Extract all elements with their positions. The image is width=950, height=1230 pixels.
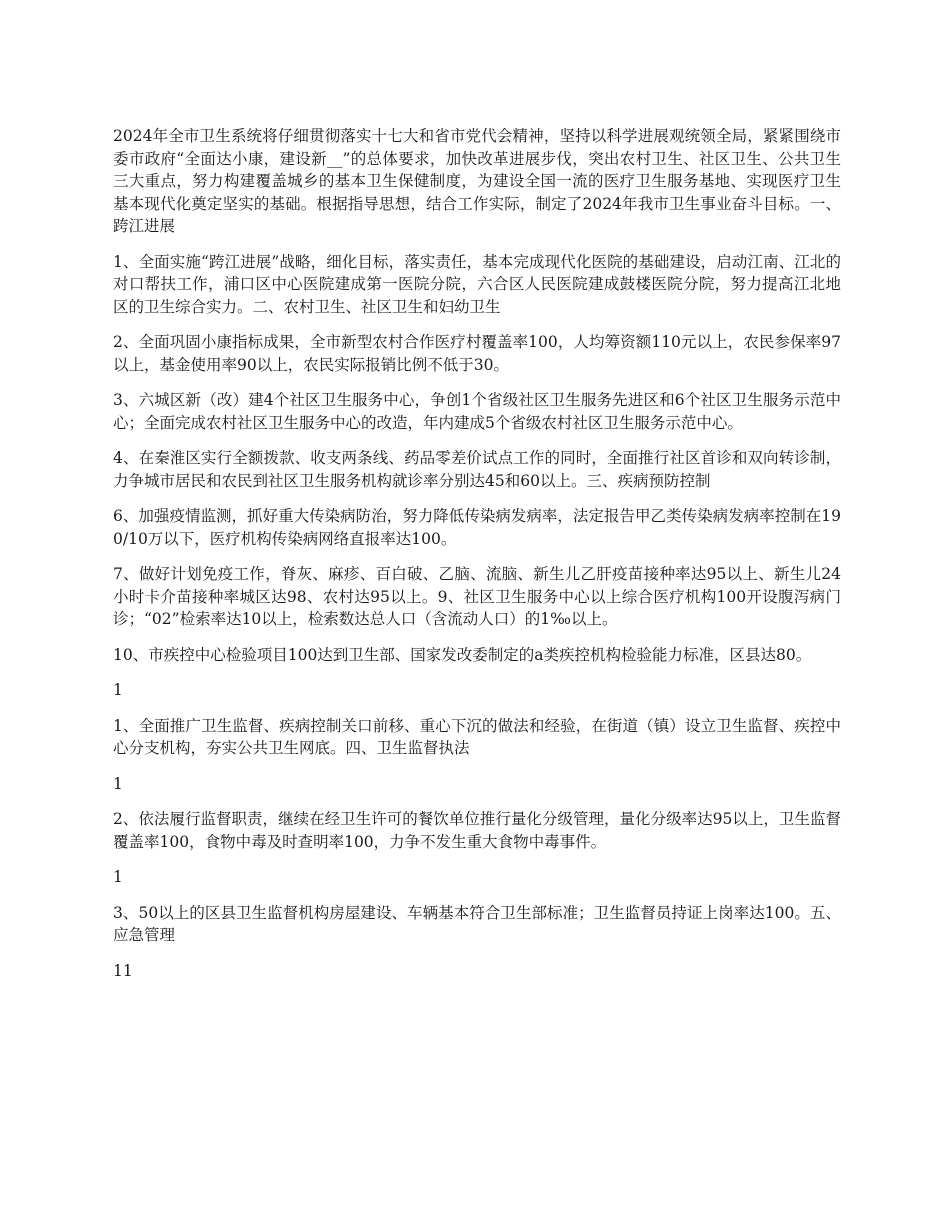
paragraph-item: 1、全面实施“跨江进展”战略，细化目标，落实责任，基本完成现代化医院的基础建设，启动江南、江北的对口帮扶工作，浦口区中心医院建成第一医院分院，六合区人民医院建成鼓楼医院分院，努力提高江北地区的卫生综合实力。二、农村卫生、社区卫生和妇幼卫生 — [113, 252, 841, 316]
paragraph-number: 11 — [113, 961, 133, 980]
paragraph-number: 1 — [113, 681, 123, 699]
paragraph-item: 3、50以上的区县卫生监督机构房屋建设、车辆基本符合卫生部标准；卫生监督员持证上岗率达100。五、应急管理 — [113, 903, 841, 944]
paragraph-intro: 2024年全市卫生系统将仔细贯彻落实十七大和省市党代会精神，坚持以科学进展观统领全局，紧紧围绕市委市政府“全面达小康，建设新__”的总体要求，加快改革进展步伐，突出农村卫生、社区卫生、公共卫生三大重点，努力构建覆盖城乡的基本卫生保健制度，为建设全国一流的医疗卫生服务基地、实现医疗卫生基本现代化奠定坚实的基础。根据指导思想，结合工作实际，制定了2024年我市卫生事业奋斗目标。一、跨江进展 — [113, 127, 841, 235]
paragraph-item: 2、全面巩固小康指标成果，全市新型农村合作医疗村覆盖率100，人均筹资额110元以上，农民参保率97以上，基金使用率90以上，农民实际报销比例不低于30。 — [113, 333, 841, 374]
paragraph-number: 1 — [113, 868, 123, 886]
paragraph-item: 4、在秦淮区实行全额拨款、收支两条线、药品零差价试点工作的同时，全面推行社区首诊和双向转诊制，力争城市居民和农民到社区卫生服务机构就诊率分别达45和60以上。三、疾病预防控制 — [113, 449, 841, 490]
paragraph-item: 6、加强疫情监测，抓好重大传染病防治，努力降低传染病发病率，法定报告甲乙类传染病发病率控制在190/10万以下，医疗机构传染病网络直报率达100。 — [113, 507, 841, 548]
paragraph-item: 10、市疾控中心检验项目100达到卫生部、国家发改委制定的a类疾控机构检验能力标准，区县达80。 — [113, 645, 812, 664]
paragraph-number: 1 — [113, 774, 123, 793]
paragraph-item: 1、全面推广卫生监督、疾病控制关口前移、重心下沉的做法和经验，在街道（镇）设立卫生监督、疾控中心分支机构，夯实公共卫生网底。四、卫生监督执法 — [113, 716, 841, 757]
document-body — [113, 125, 841, 995]
paragraph-item: 2、依法履行监督职责，继续在经卫生许可的餐饮单位推行量化分级管理，量化分级率达95以上，卫生监督覆盖率100，食物中毒及时查明率100，力争不发生重大食物中毒事件。 — [113, 810, 841, 851]
paragraph-item: 7、做好计划免疫工作，脊灰、麻疹、百白破、乙脑、流脑、新生儿乙肝疫苗接种率达95以上、新生儿24小时卡介苗接种率城区达98、农村达95以上。9、社区卫生服务中心以上综合医疗机构100开设腹泻病门诊；“02”检索率达10以上，检索数达总人口（含流动人口）的1‰以上。 — [113, 565, 841, 628]
paragraph-item: 3、六城区新（改）建4个社区卫生服务中心，争创1个省级社区卫生服务先进区和6个社区卫生服务示范中心；全面完成农村社区卫生服务中心的改造，年内建成5个省级农村社区卫生服务示范中心。 — [113, 391, 841, 432]
